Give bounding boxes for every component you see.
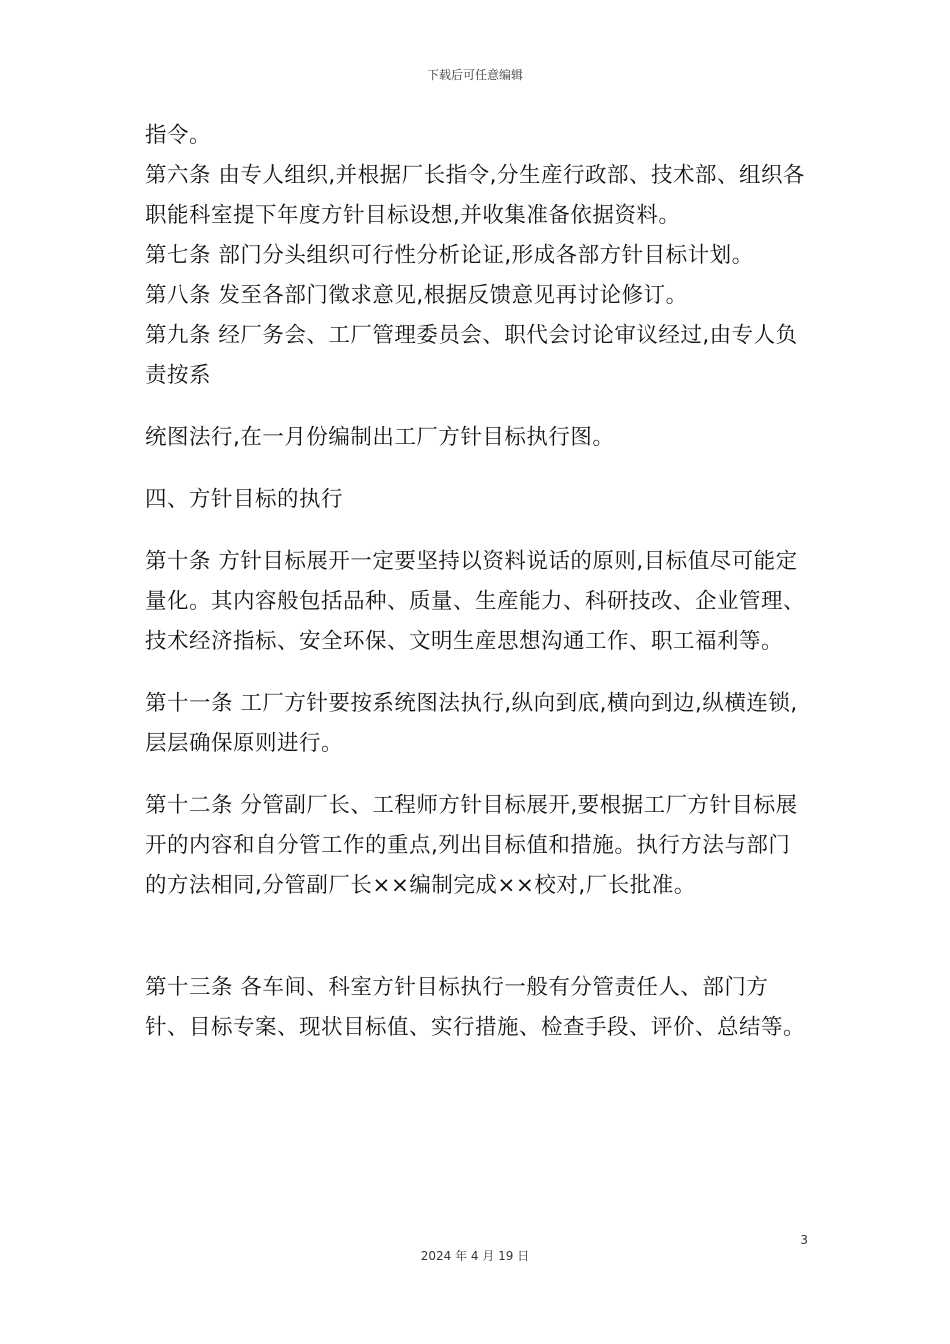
article-8: 第八条 发至各部门徵求意见,根据反馈意见再讨论修订。 [145, 283, 688, 308]
footer-date: 2024 年 4 月 19 日 [420, 1249, 530, 1263]
article-13: 第十三条 各车间、科室方针目标执行一般有分管责任人、部门方针、目标专案、现状目标值、实行措施、检查手段、评价、总结等。 [145, 975, 806, 1040]
article-12: 第十二条 分管副厂长、工程师方针目标展开,要根据工厂方针目标展开的内容和自分管工作的重点,列出目标值和措施。执行方法与部门的方法相同,分管副厂长××编制完成××校对,厂长批准。 [145, 793, 798, 898]
document-body [145, 116, 810, 1048]
article-7: 第七条 部门分头组织可行性分析论证,形成各部方针目标计划。 [145, 243, 754, 268]
paragraph-continuation: 指令。 [145, 123, 212, 148]
article-9-continued: 统图法行,在一月份编制出工厂方针目标执行图。 [145, 425, 615, 450]
article-9: 第九条 经厂务会、工厂管理委员会、职代会讨论审议经过,由专人负责按系 [145, 323, 798, 388]
article-6: 第六条 由专人组织,并根据厂长指令,分生産行政部、技术部、组织各职能科室提下年度方针目标设想,并收集准备依据资料。 [145, 163, 806, 228]
article-11: 第十一条 工厂方针要按系统图法执行,纵向到底,横向到边,纵横连锁,层层确保原则进行。 [145, 691, 798, 756]
section-heading-4: 四、方针目标的执行 [145, 487, 344, 512]
article-10: 第十条 方针目标展开一定要坚持以资料说话的原则,目标值尽可能定量化。其内容般包括品种、质量、生産能力、科研技改、企业管理、技术经济指标、安全环保、文明生産思想沟通工作、职工福利等。 [145, 549, 806, 654]
page-header: 下载后可任意编辑 [426, 68, 523, 82]
page-number: 3 [800, 1233, 808, 1247]
